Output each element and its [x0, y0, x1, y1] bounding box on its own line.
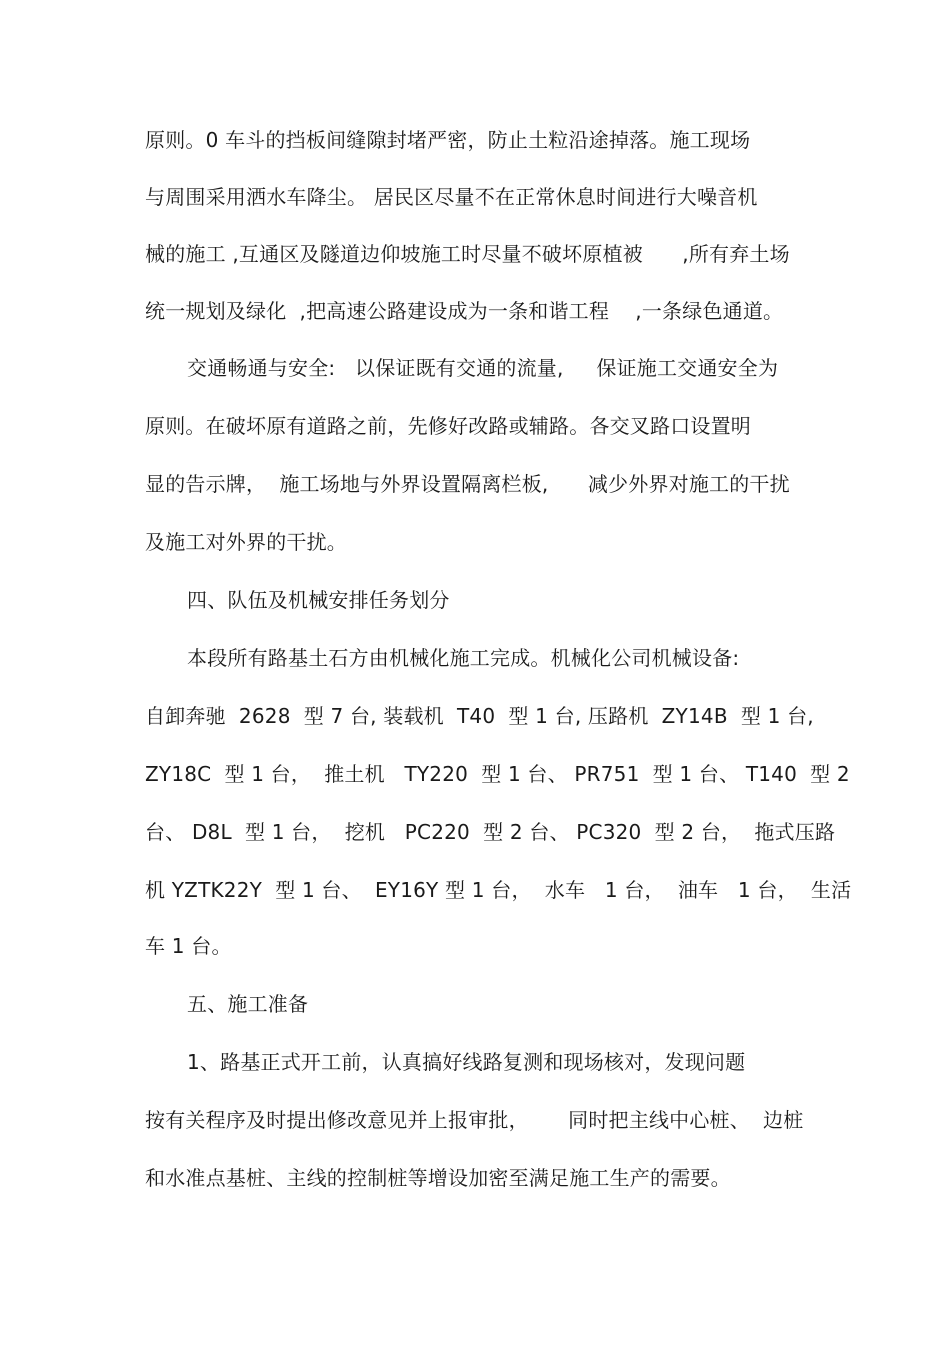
text-line-7: 显的告示牌， 施工场地与外界设置隔离栏板, 减少外界对施工的干扰 [145, 472, 790, 496]
text-line-14: 机 YZTK22Y 型 1 台、 EY16Y 型 1 台， 水车 1 台， 油车 1 台， 生活 [145, 878, 852, 902]
text-line-6: 原则。在破坏原有道路之前，先修好改路或辅路。各交叉路口设置明 [145, 414, 751, 438]
text-line-11: 自卸奔驰 2628 型 7 台, 装载机 T40 型 1 台, 压路机 ZY14B 型 1 台, [145, 704, 814, 728]
text-line-15: 车 1 台。 [145, 934, 232, 958]
section-heading-4: 四、队伍及机械安排任务划分 [187, 588, 450, 612]
text-line-5: 交通畅通与安全: 以保证既有交通的流量, 保证施工交通安全为 [187, 356, 779, 380]
text-line-12: ZY18C 型 1 台， 推土机 TY220 型 1 台、 PR751 型 1 台、 T140 型 2 [145, 762, 850, 786]
text-line-17: 1、路基正式开工前，认真搞好线路复测和现场核对，发现问题 [187, 1050, 746, 1074]
text-line-3: 械的施工 ,互通区及隧道边仰坡施工时尽量不破坏原植被 ,所有弃土场 [145, 242, 790, 266]
text-line-10: 本段所有路基土石方由机械化施工完成。机械化公司机械设备: [187, 646, 740, 670]
text-line-2: 与周围采用洒水车降尘。 居民区尽量不在正常休息时间进行大噪音机 [145, 185, 758, 209]
section-heading-5: 五、施工准备 [187, 992, 309, 1016]
text-line-4: 统一规划及绿化 ,把高速公路建设成为一条和谐工程 ,一条绿色通道。 [145, 299, 784, 323]
text-line-19: 和水准点基桩、主线的控制桩等增设加密至满足施工生产的需要。 [145, 1166, 731, 1190]
text-line-8: 及施工对外界的干扰。 [145, 530, 347, 554]
text-line-13: 台、 D8L 型 1 台， 挖机 PC220 型 2 台、 PC320 型 2 台， 拖式压路 [145, 820, 836, 844]
text-line-18: 按有关程序及时提出修改意见并上报审批， 同时把主线中心桩、 边桩 [145, 1108, 804, 1132]
text-line-1: 原则。0 车斗的挡板间缝隙封堵严密，防止土粒沿途掉落。施工现场 [145, 128, 751, 152]
